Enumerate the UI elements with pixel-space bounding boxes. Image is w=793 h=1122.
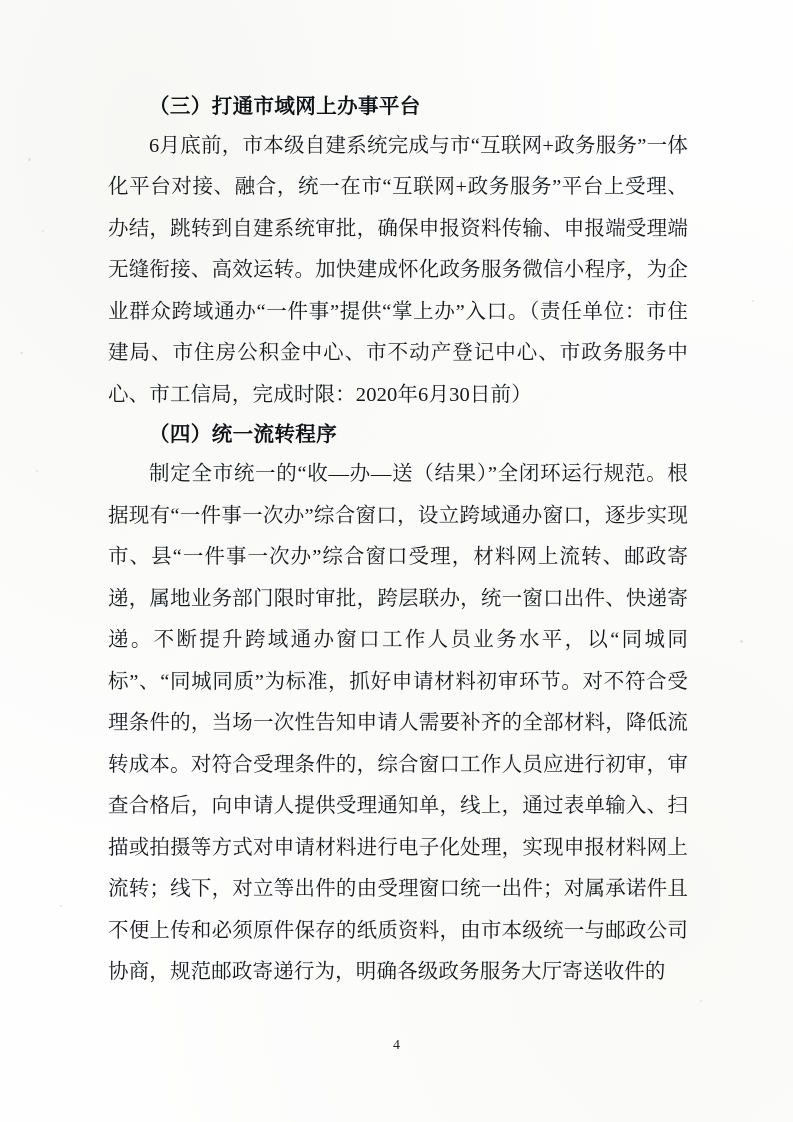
scan-speck: [28, 158, 31, 161]
scan-speck: [740, 640, 743, 643]
scan-speck: [60, 905, 62, 907]
section-heading-3: （三）打通市域网上办事平台: [149, 96, 421, 118]
section-paragraph-4: 制定全市统一的“收—办—送（结果）”全闭环运行规范。根据现有“一件事一次办”综合窗口，设立跨域通办窗口，逐步实现市、县“一件事一次办”综合窗口受理，材料网上流转、邮政寄递，属地业务部门限时审批，跨层联办，统一窗口出件、快递寄递。不断提升跨域通办窗口工作人员业务水平，以“同城同标”、“同城同质”为标准，抓好申请材料初审环节。对不符合受理条件的，当场一次性告知申请人需要补齐的全部材料，降低流转成本。对符合受理条件的，综合窗口工作人员应进行初审，审查合格后，向申请人提供受理通知单，线上，通过表单输入、扫描或拍摄等方式对申请材料进行电子化处理，实现申报材料网上流转；线下，对立等出件的由受理窗口统一出件；对属承诺件且不便上传和必须原件保存的纸质资料，由市本级统一与邮政公司协商，规范邮政寄递行为，明确各级政务服务大厅寄送收件的: [108, 463, 688, 984]
scan-speck: [700, 1000, 702, 1002]
page-number: 4: [393, 1038, 400, 1053]
document-body: [108, 92, 688, 994]
section-paragraph-3: 6月底前，市本级自建系统完成与市“互联网+政务服务”一体化平台对接、融合，统一在市“互联网+政务服务”平台上受理、办结，跳转到自建系统审批，确保申报资料传输、申报端受理端无缝衔接、高效运转。加快建成怀化政务服务微信小程序，为企业群众跨域通办“一件事”提供“掌上办”入口。（责任单位：市住建局、市住房公积金中心、市不动产登记中心、市政务服务中心、市工信局，完成时限：2020年6月30日前）: [108, 134, 688, 406]
scan-speck: [36, 470, 38, 472]
scan-speck: [752, 300, 754, 302]
scan-speck: [20, 352, 23, 354]
scan-speck: [42, 230, 44, 232]
section-heading-4: （四）统一流转程序: [149, 424, 338, 447]
